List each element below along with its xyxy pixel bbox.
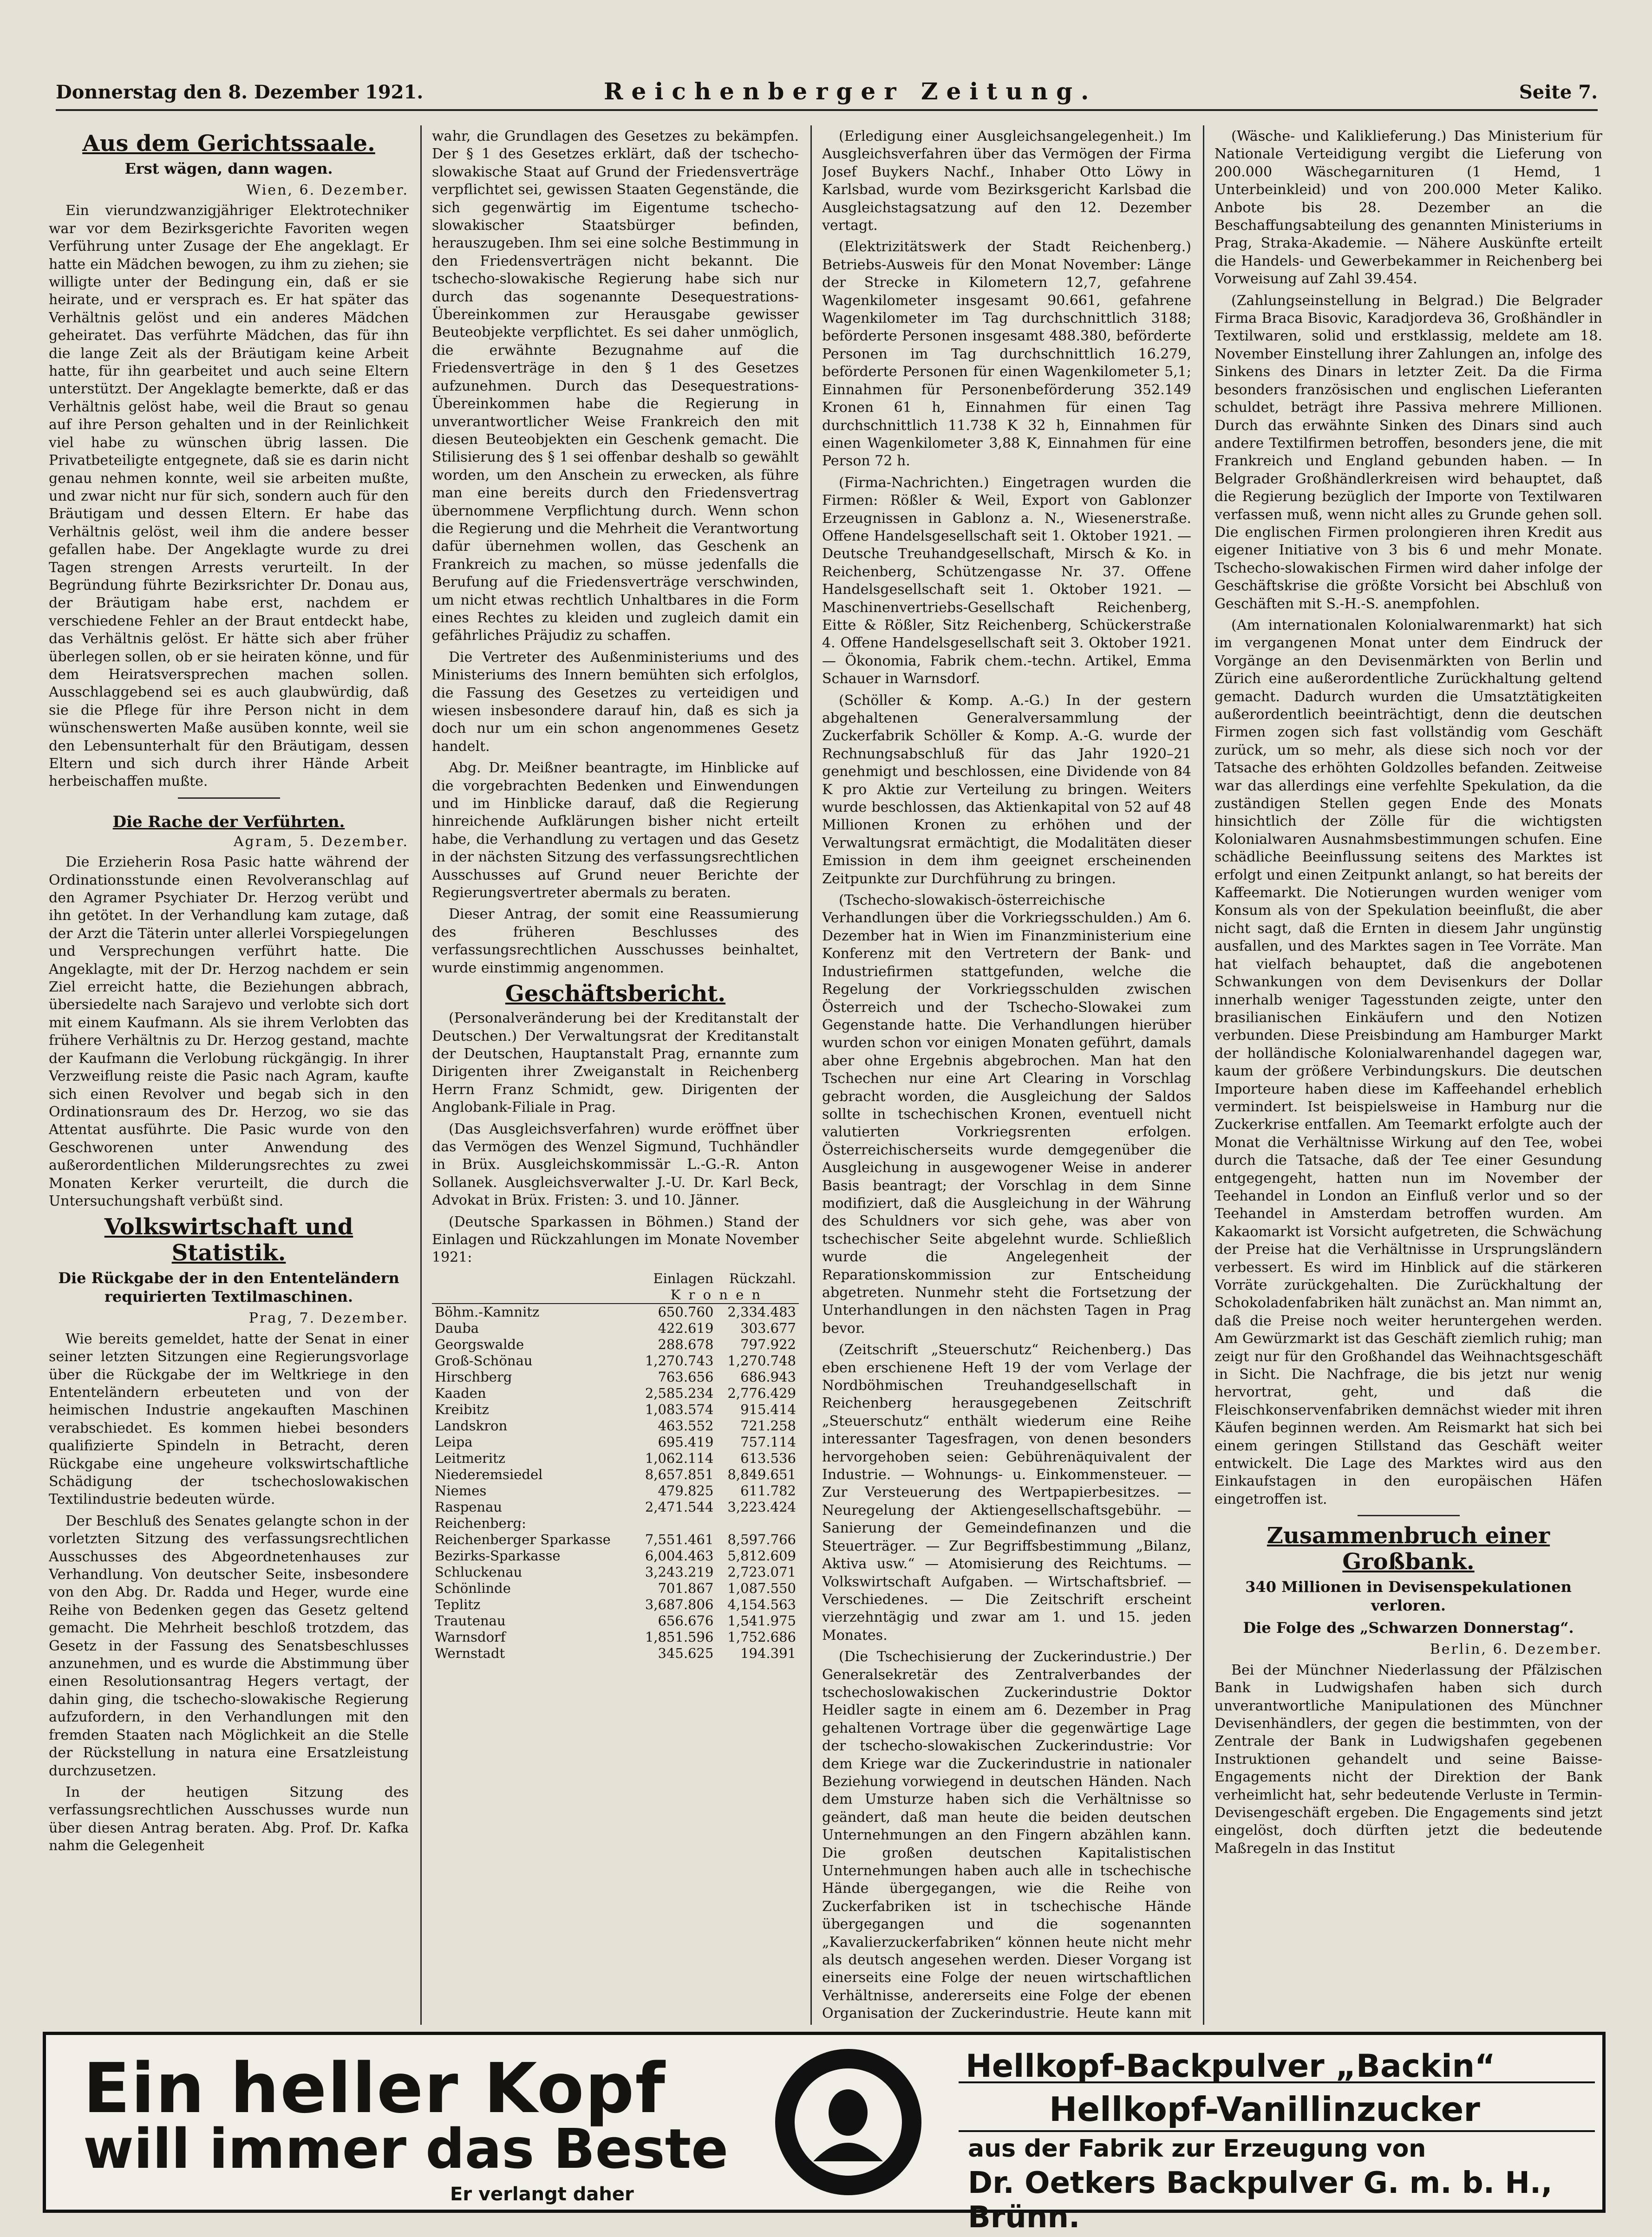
deposits-value: 422.619 (658, 1320, 714, 1336)
paragraph: (Am internationalen Kolonialwarenmarkt) hat sich im vergangenen Monat unter dem Eindruck der Vorgänge an den Devisenmärkten von Berlin und Zürich eine außerordentliche Zurückhaltung geltend gemacht. Dadurch wurden die Umsatztätigkeiten außerordentlich beeinträchtigt, denn die deutschen Firmen zogen sich fast vollständig vom Geschäft zurück, um so mehr, als diese sich noch vor der Tatsache des erhöhten Goldzolles befanden. Zeitweise war das allerdings eine verfehlte Spekulation, da die zuständigen Stellen gegen Ende des Monats hinsichtlich der Zölle für die wichtigsten Kolonialwaren Ausnahmsbestimmungen schufen. Eine schädliche Beeinflussung seitens des Marktes ist erfolgt und einen Zeitpunkt anlangt, so hat bereits der Kaffeemarkt. Die Notierungen wurden weniger vom Konsum als von der Spekulation beeinflußt, die aber nicht sagt, daß die Ernten in diesem Jahr ungünstig ausfallen, und des Marktes sagen in Tee Vorräte. Man hat vielfach behauptet, daß die angebotenen Schwankungen von dem Devisenkurs der Dollar innerhalb weniger Tagesstunden zeigte, unter den brasilianischen Einkäufern und den Notizen verbunden. Diese Preisbindung am Hamburger Markt der holländische Kolonialwarenhandel dagegen war, kaum der größere Verbindungskurs. Die deutschen Importeure haben diese im Kaffeehandel erheblich vermindert. Ist beispielsweise in Hamburg nur die Zuckerkrise entfallen. Am Teemarkt erfolgte auch der Monat die Verhältnisse Wirkung auf den Tee, wobei durch die Tatsache, daß der Tee einer Gesundung entgegengeht, hatten nun im November der Teehandel in London an Einfluß verlor und so der Teehandel in Amsterdam betroffen wurden. Am Kakaomarkt ist Vorsicht aufgetreten, die Schwächung der Preise hat die Verhältnisse in Ursprungsländern verbessert. Es wird im Hinblick auf die stärkeren Vorräte zurückgehalten. Die Zurückhaltung der Schokoladenfabriken hält zunächst an. Man nimmt an, daß die Preise noch weiter heruntergehen werden. Am Gewürzmarkt ist das Geschäft ziemlich ruhig; man zeigt nur für den Großhandel das Weihnachtsgeschäft in Sicht. Die Nachfrage, die bis jetzt nur wenig hervortrat, geht, und daß die Fleischkonservenfabriken demnächst wieder mit ihren Käufen beginnen werden. Am Reismarkt hat sich bei einem geringen Stillstand das Geschäft weiter entwickelt. Die Lage des Marktes wird aus den Einkaufstagen in den europäischen Häfen eingetroffen ist. (1215, 617, 1602, 1507)
table-row (432, 1532, 799, 1548)
ad-product-backin: Hellkopf-Backpulver „Backin“ (966, 2048, 1495, 2085)
table-row (432, 1645, 799, 1662)
bank-place: Böhm.-Kamnitz (435, 1304, 540, 1320)
article-subtitle: Die Folge des „Schwarzen Donnerstag“. (1243, 1619, 1574, 1637)
paragraph: (Elektrizitätswerk der Stadt Reichenberg.) Betriebs-Ausweis für den Monat November: Länge der Strecke in Kilometern 12,7, gefahrene Wagenkilometer insgesamt 90.661, gefahrene Wagenkilometer im Tag durchschnittlich 3188; beförderte Personen insgesamt 488.380, beförderte Personen im Tag durchschnittlich 16.279, beförderte Personen für einen Wagenkilometer 5,1; Einnahmen für Personenbeförderung 352.149 Kronen 61 h, Einnahmen für einen Tag durchschnittlich 11.738 K 32 h, Einnahmen für einen Wagenkilometer 3,88 K, Einnahmen für eine Person 72 h. (822, 239, 1191, 470)
withdrawals-value: 5,812.609 (727, 1547, 796, 1564)
dateline: Berlin, 6. Dezember. (1430, 1641, 1602, 1658)
table-unit: K r o n e n (634, 1287, 799, 1304)
paragraph: (Wäsche- und Kaliklieferung.) Das Ministerium für Nationale Verteidigung vergibt die Lieferung von 200.000 Wäschegarnituren (1 Hemd, 1 Unterbeinkleid) und von 200.000 Meter Kaliko. Anbote bis 28. Dezember an die Beschaffungsabteilung des genannten Ministeriums in Prag, Straka-Akademie. — Nähere Auskünfte erteilt die Handels- und Gewerbekammer in Reichenberg bei Vorweisung auf Zahl 39.454. (1215, 128, 1602, 287)
deposits-value: 1,851.596 (645, 1629, 714, 1645)
ad-company: Dr. Oetkers Backpulver G. m. b. H., Brünn. (968, 2166, 1553, 2235)
table-row (432, 1564, 799, 1580)
paragraph: (Deutsche Sparkassen in Böhmen.) Stand der Einlagen und Rückzahlungen im Monate November 1921: (432, 1213, 799, 1266)
bank-place: Bezirks-Sparkasse (435, 1547, 561, 1564)
column-rule (420, 125, 422, 2025)
ad-source: aus der Fabrik zur Erzeugung von (968, 2135, 1426, 2163)
paragraph: (Die Tschechisierung der Zuckerindustrie.) Der Generalsekretär des Zentralverbandes der tschechoslowakischen Zuckerindustrie Doktor Heidler sagte in einem am 6. Dezember in Prag gehaltenen Vortrage über die gegenwärtige Lage der tschecho-slowakischen Zuckerindustrie: Vor dem Kriege war die Zuckerindustrie in nationaler Beziehung vorwiegend in deutschen Händen. Nach dem Umsturze haben sich die Verhältnisse so geändert, daß man heute die beiden deutschen Unternehmungen an den Fingern abzählen kann. Die großen deutschen Kapitalistischen Unternehmungen haben auch alle in tschechische Hände übergegangen, wie die Reihe von Zuckerfabriken ist in tschechische Hände übergegangen und die sogenannten „Kavalierzuckerfabriken“ können heute nicht mehr als deutsch angesehen werden. Dieser Vorgang ist einerseits eine Folge der neuen wirtschaftlichen Verhältnisse, andererseits eine Folge der ebenen Organisation der Zuckerindustrie. Heute kann mit (822, 1649, 1191, 2022)
article-heading-bank: Zusammenbruch einer Großbank. (1267, 1523, 1550, 1575)
deposits-value: 650.760 (658, 1304, 714, 1320)
paragraph: (Firma-Nachrichten.) Eingetragen wurden die Firmen: Rößler & Weil, Export von Gablonzer Erzeugnissen in Gablonz a. N., Wiesenerstraße. Offene Handelsgesellschaft seit 1. Oktober 1921. — Deutsche Treuhandgesellschaft, Mirsch & Ko. in Reichenberg, Schützengasse Nr. 37. Offene Handelsgesellschaft seit 1. Oktober 1921. — Maschinenvertriebs-Gesellschaft Reichenberg, Eitte & Rößler, Sitz Reichenberg, Schückerstraße 4. Offene Handelsgesellschaft seit 3. Oktober 1921. — Ökonomia, Fabrik chem.-techn. Artikel, Emma Schauer in Warnsdorf. (822, 474, 1191, 687)
paragraph: Ein vierundzwanzigjähriger Elektrotechniker war vor dem Bezirksgerichte Favoriten wegen Verführung unter Zusage der Ehe angeklagt. Er hatte ein Mädchen bewogen, zu ihm zu ziehen; sie willigte unter der Bedingung ein, daß er sie heirate, und er versprach es. Er hat später das Verhältnis gelöst und ein anderes Mädchen geheiratet. Das verführte Mädchen, das für ihn die lange Zeit als der Bräutigam keine Arbeit hatte, für ihn gearbeitet und auch seine Eltern unterstützt. Der Angeklagte bemerkte, daß er das Verhältnis gelöst habe, weil die Braut so genau auf ihre Person gehalten und in der Reinlichkeit viel habe zu wünschen übrig lassen. Die Privatbeteiligte entgegnete, daß sie es darin nicht genau nehmen konnte, weil sie arbeiten mußte, und zwar nicht nur für sich, sondern auch für den Bräutigam und dessen Eltern. Er habe das Verhältnis gelöst, weil ihm die andere besser gefallen habe. Der Angeklagte wurde zu drei Tagen strengen Arrests verurteilt. In der Begründung führte Bezirksrichter Dr. Donau aus, der Bräutigam habe erst, nachdem er verschiedene Fehler an der Braut entdeckt habe, das Verhältnis gelöst. Er hätte sich aber früher überlegen sollen, ob er sie heiraten könne, und für dem Heiratsversprechen machen sollen. Ausschlaggebend sei es auch glaubwürdig, daß sie die Pflege für ihre Person nicht in dem wünschenswerten Maße ausüben konnte, weil sie den Lebensunterhalt für den Bräutigam, dessen Eltern und sich durch ihrer Hände Arbeit herbeischaffen mußte. (49, 202, 409, 790)
column-1 (49, 128, 409, 2022)
table-row (432, 1548, 799, 1564)
withdrawals-value: 721.258 (740, 1417, 796, 1434)
paragraph: wahr, die Grundlagen des Gesetzes zu bekämpfen. Der § 1 des Gesetzes erklärt, daß der tschecho-slowakische Staat auf Grund der Friedensverträge verpflichtet sei, gewissen Staaten Gegenstände, die sich gegenwärtig im Eigentume tschecho-slowakischer Staatsbürger befinden, herauszugeben. Ihm sei eine solche Bestimmung in den Friedensverträgen nicht bekannt. Die tschecho-slowakische Regierung habe sich nur durch das sogenannte Desequestrations-Übereinkommen zur Herausgabe gewisser Beuteobjekte verpflichtet. Es sei daher unmöglich, die erwähnte Bezugnahme auf die Friedensverträge in den § 1 des Gesetzes aufzunehmen. Durch das Desequestrations-Übereinkommen habe die Regierung in unverantwortlicher Weise Frankreich den mit diesen Beuteobjekten ein Geschenk gemacht. Die Stilisierung des § 1 sei offenbar deshalb so gewählt worden, um den Anschein zu erwecken, als führe man eine bereits durch den Friedensvertrag übernommene Verpflichtung durch. Wenn schon die Regierung und die Mehrheit die Verantwortung dafür übernehmen wollen, das Geschenk an Frankreich zu machen, so müsse jedenfalls die Berufung auf die Friedensverträge verschwinden, um nicht etwas rechtlich Unhaltbares in die Form eines Rechtes zu kleiden und zugleich damit ein gefährliches Präjudiz zu schaffen. (432, 128, 799, 644)
dateline: Prag, 7. Dezember. (248, 1310, 409, 1327)
column-rule (1203, 125, 1204, 2025)
withdrawals-value: 1,752.686 (727, 1629, 796, 1645)
article-subtitle: 340 Millionen in Devisenspekulationen verloren. (1245, 1578, 1572, 1615)
table-row (432, 1434, 799, 1450)
bank-place: Kreibitz (435, 1401, 489, 1417)
table-row (432, 1467, 799, 1483)
table-row (432, 1320, 799, 1337)
deposits-value: 1,062.114 (645, 1450, 714, 1466)
separator (1358, 1515, 1460, 1516)
table-row (432, 1580, 799, 1597)
deposits-value: 345.625 (658, 1645, 714, 1661)
deposits-value: 1,083.574 (645, 1401, 714, 1417)
table-row (432, 1369, 799, 1385)
withdrawals-value: 797.922 (740, 1336, 796, 1352)
deposits-value: 695.419 (658, 1434, 714, 1450)
bank-place: Raspenau (435, 1499, 503, 1515)
deposits-value: 1,270.743 (645, 1352, 714, 1369)
bank-place: Trautenau (435, 1612, 506, 1629)
withdrawals-value: 2,776.429 (727, 1385, 796, 1401)
dateline: Wien, 6. Dezember. (246, 182, 409, 198)
withdrawals-value: 611.782 (740, 1482, 796, 1499)
bank-place: Wernstadt (435, 1645, 505, 1661)
deposits-value: 6,004.463 (645, 1547, 714, 1564)
dateline: Agram, 5. Dezember. (233, 833, 409, 850)
deposits-value: 7,551.461 (645, 1531, 714, 1547)
bank-place: Warnsdorf (435, 1629, 506, 1645)
paragraph: Dieser Antrag, der somit eine Reassumierung des früheren Beschlusses des verfassungsrechtlichen Ausschusses beinhaltet, wurde einstimmig angenommen. (432, 906, 799, 976)
withdrawals-value: 303.677 (740, 1320, 796, 1336)
table-row (432, 1499, 799, 1515)
withdrawals-value: 2,334.483 (727, 1304, 796, 1320)
ad-subheadline: will immer das Beste (83, 2117, 729, 2181)
withdrawals-value: 686.943 (740, 1369, 796, 1385)
section-heading-court: Aus dem Gerichtssaale. (82, 130, 375, 157)
withdrawals-value: 3,223.424 (727, 1499, 796, 1515)
page-header (56, 77, 1598, 111)
ad-headline: Ein heller Kopf (83, 2048, 666, 2128)
table-row (432, 1515, 799, 1532)
bank-place: Niederemsiedel (435, 1466, 543, 1482)
deposits-value: 3,687.806 (645, 1596, 714, 1612)
deposits-value: 3,243.219 (645, 1564, 714, 1580)
ad-divider (959, 2130, 1595, 2132)
table-row (432, 1597, 799, 1613)
paragraph: (Zeitschrift „Steuerschutz“ Reichenberg.) Das eben erschienene Heft 19 der vom Verlage der Nordböhmischen Treuhandgesellschaft in Reichenberg herausgegebenen Zeitschrift „Steuerschutz“ enthält wiederum eine Reihe interessanter Tagesfragen, von denen besonders hervorgehoben seien: Gebührenäquivalent der Industrie. — Wohnungs- u. Einkommensteuer. — Zur Versteuerung des Wertpapierbesitzes. — Neuregelung der Aktiengesellschaftsgebühr. — Sanierung der Gemeindefinanzen und die Steuerträger. — Zur Begriffsbestimmung „Bilanz, Aktiva usw.“ — Atomisierung des Reichtums. — Volkswirtschaft Aufgaben. — Wirtschaftsbrief. — Verschiedenes. — Die Zeitschrift erscheint vierzehntägig und zwar am 1. und 15. jeden Monates. (822, 1342, 1191, 1644)
separator (178, 797, 280, 799)
paragraph: (Schöller & Komp. A.-G.) In der gestern abgehaltenen Generalversammlung der Zuckerfabrik Schöller & Komp. A.-G. wurde der Rechnungsabschluß für das Jahr 1920–21 genehmigt und beschlossen, eine Dividende von 84 K pro Aktie zur Verteilung zu bringen. Weiters wurde beschlossen, das Aktienkapital von 52 auf 48 Millionen Kronen zu erhöhen und der Verwaltungsrat ermächtigt, die Modalitäten dieser Emission in dem ihm geeignet erscheinenden Zeitpunkte zur Durchführung zu bringen. (822, 692, 1191, 887)
bank-place: Kaaden (435, 1385, 486, 1401)
logo-inner (795, 2068, 902, 2176)
section-heading-economy: Volkswirtschaft und Statistik. (104, 1214, 353, 1266)
deposits-value: 288.678 (658, 1336, 714, 1352)
deposits-value: 463.552 (658, 1417, 714, 1434)
table-header: Einlagen (653, 1270, 714, 1286)
bank-place: Leitmeritz (435, 1450, 506, 1466)
table-row (432, 1402, 799, 1418)
deposits-value: 8,657.851 (645, 1466, 714, 1482)
table-row (432, 1418, 799, 1434)
bank-place: Reichenberger Sparkasse (435, 1531, 611, 1547)
withdrawals-value (716, 1515, 799, 1532)
bank-place: Niemes (435, 1482, 487, 1499)
column-4 (1215, 128, 1602, 2022)
withdrawals-value: 194.391 (740, 1645, 796, 1661)
deposits-value: 2,585.234 (645, 1385, 714, 1401)
bank-place: Teplitz (435, 1596, 481, 1612)
section-heading-business: Geschäftsbericht. (505, 981, 726, 1007)
table-header: Rückzahl. (729, 1270, 796, 1286)
withdrawals-value: 1,541.975 (727, 1612, 796, 1629)
paragraph: (Erledigung einer Ausgleichsangelegenheit.) Im Ausgleichsverfahren über das Vermögen der Firma Josef Buykers Nachf., Inhaber Otto Löwy in Karlsbad, wurde vom Bezirksgericht Karlsbad die Ausgleichstagsatzung auf den 12. Dezember vertagt. (822, 128, 1191, 234)
advertisement-oetker (43, 2032, 1606, 2235)
withdrawals-value: 8,849.651 (727, 1466, 796, 1482)
savings-bank-table (432, 1271, 799, 1662)
article-heading: Die Rache der Verführten. (112, 812, 345, 831)
table-row (432, 1483, 799, 1499)
withdrawals-value: 8,597.766 (727, 1531, 796, 1547)
paragraph: Wie bereits gemeldet, hatte der Senat in einer seiner letzten Sitzungen eine Regierungsvorlage über die Rückgabe der im Weltkriege in den Ententeländern erbeuteten und von der heimischen Industrie angekauften Maschinen verabschiedet. Es kommen hiebei besonders qualifizierte Spindeln in Betracht, deren Rückgabe eine ungeheure volkswirtschaftliche Schädigung der tschechoslowakischen Textilindustrie bedeuten würde. (49, 1330, 409, 1508)
table-row (432, 1353, 799, 1369)
paragraph: (Zahlungseinstellung in Belgrad.) Die Belgrader Firma Braca Bisovic, Karadjordeva 36, Großhändler in Textilwaren, solid und erstklassig, meldete am 18. November Einstellung ihrer Zahlungen an, infolge des Sinkens des Dinars in letzter Zeit. Da die Firma besonders französischen und englischen Lieferanten schuldet, beträgt ihre Passiva mehrere Millionen. Durch das erwähnte Sinken des Dinars sind auch andere Textilfirmen betroffen, besonders jene, die mit Frankreich und England gebunden haben. — In Belgrader Großhändlerkreisen wird behauptet, daß die Regierung bezüglich der Importe von Textilwaren verfassen muß, wenn nicht alles zu Grunde gehen soll. Die englischen Firmen prolongieren ihren Kredit aus eigener Initiative von 3 bis 6 und mehr Monate. Tschecho-slowakischen Firmen wird daher infolge der Geschäftskrise die größte Vorsicht bei Abschluß von Geschäften mit S.-H.-S. anempfohlen. (1215, 292, 1602, 612)
ad-tagline: Er verlangt daher (450, 2184, 634, 2205)
bank-place: Reichenberg: (435, 1515, 526, 1531)
withdrawals-value: 1,270.748 (727, 1352, 796, 1369)
bank-place: Hirschberg (435, 1369, 512, 1385)
paragraph: (Tschecho-slowakisch-österreichische Verhandlungen über die Vorkriegsschulden.) Am 6. Dezember hat in Wien im Finanzministerium eine Konferenz mit den Vertretern der Bank- und Industriefirmen stattgefunden, welche die Regelung der Vorkriegsschulden zwischen Österreich und der Tschecho-Slowakei zum Gegenstande hatte. Die Verhandlungen hierüber wurden schon vor einigen Monaten geführt, damals aber ohne Ergebnis abgebrochen. Man hat den Tschechen nur eine Art Clearing in Vorschlag gebracht worden, die Ausgleichung der Saldos sollte in tschechischen Kronen, eventuell nicht valutierten Vorkriegsrenten erfolgen. Österreichischerseits wurde demgegenüber die Ausgleichung in ausgewogener Weise in anderer Basis beantragt; der Vorschlag in dem Sinne modifiziert, daß die Ausgleichung in der Währung des Schuldners vor sich gehe, was aber von tschechischer Seite abgelehnt wurde. Schließlich wurde die Angelegenheit der Reparationskommission zur Entscheidung abgetreten. Nunmehr steht die Fortsetzung der Unterhandlungen in den nächsten Tagen in Prag bevor. (822, 892, 1191, 1337)
table-row (432, 1304, 799, 1320)
paragraph: Bei der Münchner Niederlassung der Pfälzischen Bank in Ludwigshafen haben sich durch unverantwortliche Manipulationen des Münchner Devisenhändlers, der gegen die bestimmten, von der Zentrale der Bank in Ludwigshafen gegebenen Instruktionen gehandelt und seine Baisse-Engagements nicht der Direktion der Bank verheimlicht hat, sehr bedeutende Verluste in Termin-Devisengeschäft ergeben. Die Engagements sind jetzt eingelöst, doch dürften jetzt die bedeutende Maßregeln in das Institut (1215, 1662, 1602, 1857)
withdrawals-value: 2,723.071 (727, 1564, 796, 1580)
bank-place: Dauba (435, 1320, 479, 1336)
bank-place: Leipa (435, 1434, 473, 1450)
column-rule (810, 125, 812, 2025)
withdrawals-value: 613.536 (740, 1450, 796, 1466)
table-row (432, 1337, 799, 1353)
table-row (432, 1385, 799, 1402)
bank-place: Georgswalde (435, 1336, 524, 1352)
page-number: Seite 7. (1519, 81, 1598, 103)
article-title: Die Rückgabe der in den Ententeländern requirierten Textilmaschinen. (58, 1269, 399, 1306)
deposits-value (634, 1515, 717, 1532)
article-title: Erst wägen, dann wagen. (124, 160, 333, 177)
withdrawals-value: 757.114 (740, 1434, 796, 1450)
deposits-value: 656.676 (658, 1612, 714, 1629)
column-2 (432, 128, 799, 2022)
paragraph: (Personalveränderung bei der Kreditanstalt der Deutschen.) Der Verwaltungsrat der Kreditanstalt der Deutschen, Hauptanstalt Prag, ernannte zum Dirigenten ihrer Zweiganstalt in Reichenberg Herrn Franz Schmidt, gew. Dirigenten der Anglobank-Filiale in Prag. (432, 1010, 799, 1116)
paragraph: Die Vertreter des Außenministeriums und des Ministeriums des Innern bemühten sich erfolglos, die Fassung des Gesetzes zu verteidigen und wiesen insbesondere darauf hin, daß es sich ja doch nur um ein schon angenommenes Gesetz handelt. (432, 649, 799, 755)
table-row (432, 1450, 799, 1467)
deposits-value: 763.656 (658, 1369, 714, 1385)
withdrawals-value: 1,087.550 (727, 1580, 796, 1596)
bank-place: Schönlinde (435, 1580, 511, 1596)
paragraph: Abg. Dr. Meißner beantragte, im Hinblicke auf die vorgebrachten Bedenken und Einwendungen und im Hinblicke darauf, daß die Regierung hinreichende Aufklärungen bisher nicht erteilt habe, die Verhandlung zu vertagen und das Gesetz in der nächsten Sitzung des verfassungsrechtlichen Ausschusses auf Grund neuer Berichte der Regierungsvertreter abermals zu beraten. (432, 760, 799, 901)
table-row (432, 1629, 799, 1645)
bank-place: Schluckenau (435, 1564, 522, 1580)
deposits-value: 2,471.544 (645, 1499, 714, 1515)
ad-product-vanillin: Hellkopf-Vanillinzucker (1049, 2090, 1480, 2129)
withdrawals-value: 4,154.563 (727, 1596, 796, 1612)
header-date: Donnerstag den 8. Dezember 1921. (56, 81, 424, 103)
withdrawals-value: 915.414 (740, 1401, 796, 1417)
paragraph: Die Erzieherin Rosa Pasic hatte während der Ordinationsstunde einen Revolveranschlag auf den Agramer Psychiater Dr. Herzog verübt und ihn getötet. In der Verhandlung kam zutage, daß der Arzt die Täterin unter allerlei Vorspiegelungen und Versprechungen verführt hatte. Die Angeklagte, mit der Dr. Herzog nachdem er sein Ziel erreicht hatte, die Beziehungen abbrach, übersiedelte nach Sarajevo und verlobte sich dort mit einem Kaufmann. Als sie ihrem Verlobten das frühere Verhältnis zu Dr. Herzog gestand, machte der Kaufmann die Verlobung rückgängig. In ihrer Verzweiflung reiste die Pasic nach Agram, kaufte sich einen Revolver und begab sich in den Ordinationsraum des Dr. Herzog, wo sie das Attentat ausführte. Die Pasic wurde von den Geschworenen unter Anwendung des außerordentlichen Milderungsrechtes zu zwei Monaten Kerker verurteilt, die durch die Untersuchungshaft verbüßt sind. (49, 854, 409, 1209)
deposits-value: 479.825 (658, 1482, 714, 1499)
table-row (432, 1613, 799, 1629)
deposits-value: 701.867 (658, 1580, 714, 1596)
column-3 (822, 128, 1191, 2022)
masthead-title: Reichenberger Zeitung. (604, 78, 1097, 105)
bank-place: Landskron (435, 1417, 508, 1434)
paragraph: Der Beschluß des Senates gelangte schon in der vorletzten Sitzung des verfassungsrechtlichen Ausschusses des Abgeordnetenhauses zur Verhandlung. Von deutscher Seite, insbesondere von den Abg. Dr. Radda und Heger, wurde eine Reihe von Bedenken gegen das Gesetz geltend gemacht. Die Mehrheit beschloß trotzdem, das Gesetz in der Fassung des Senatsbeschlusses anzunehmen, und es wurde die Abstimmung über einen Resolutionsantrag Hegers vertagt, der dahin ging, die tschecho-slowakische Regierung aufzufordern, in den Verhandlungen mit den fremden Staaten nach Möglichkeit an die Stelle der Rückstellung in natura eine Ersatzleistung durchzusetzen. (49, 1513, 409, 1779)
bank-place: Groß-Schönau (435, 1352, 533, 1369)
paragraph: In der heutigen Sitzung des verfassungsrechtlichen Ausschusses wurde nun über diesen Antrag beraten. Abg. Prof. Dr. Kafka nahm die Gelegenheit (49, 1784, 409, 1854)
paragraph: (Das Ausgleichsverfahren) wurde eröffnet über das Vermögen des Wenzel Sigmund, Tuchhändler in Brüx. Ausgleichskommissär L.-G.-R. Anton Sollanek. Ausgleichsverwalter J.-U. Dr. Karl Beck, Advokat in Brüx. Fristen: 3. und 10. Jänner. (432, 1121, 799, 1209)
